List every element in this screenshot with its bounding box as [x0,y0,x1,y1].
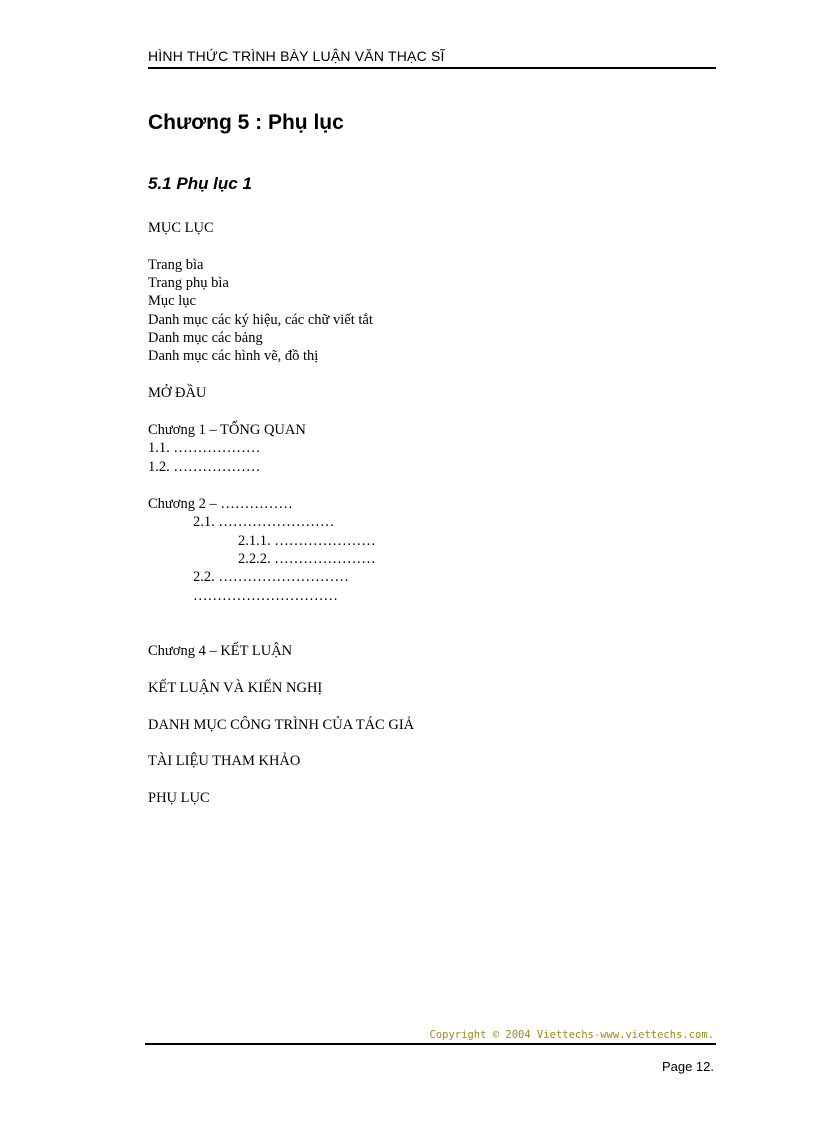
toc-item-figures: Danh mục các hình vẽ, đồ thị [148,348,319,364]
toc-item-2-2-2: 2.2.2. ………………… [238,551,376,567]
page-number: Page 12. [661,1059,714,1074]
toc-intro: MỞ ĐẦU [148,385,207,401]
section-title: 5.1 Phụ lục 1 [148,174,252,193]
toc-item-2-1-1: 2.1.1. ………………… [238,533,376,549]
header-rule [148,67,716,69]
toc-chapter-1: Chương 1 – TỔNG QUAN [148,422,306,438]
toc-item-2-2: 2.2. ……………………… [193,569,349,585]
toc-item-1-2: 1.2. ……………… [148,459,261,475]
toc-conclusion: KẾT LUẬN VÀ KIẾN NGHỊ [148,680,323,696]
toc-item-ellipsis: ………………………… [193,588,338,604]
toc-item-contents: Mục lục [148,293,196,309]
toc-item-sub-cover: Trang phụ bìa [148,275,229,291]
running-header: HÌNH THỨC TRÌNH BÀY LUẬN VĂN THẠC SĨ [148,48,445,64]
footer-copyright: Copyright © 2004 Viettechs-www.viettechs.com. [429,1029,714,1041]
footer-rule [145,1043,716,1045]
toc-appendix: PHỤ LỤC [148,790,210,806]
toc-publications: DANH MỤC CÔNG TRÌNH CỦA TÁC GIẢ [148,717,415,733]
toc-item-tables: Danh mục các bảng [148,330,263,346]
chapter-title: Chương 5 : Phụ lục [148,111,344,134]
toc-item-cover: Trang bìa [148,257,204,273]
toc-chapter-2: Chương 2 – …………… [148,496,293,512]
toc-item-2-1: 2.1. …………………… [193,514,335,530]
toc-references: TÀI LIỆU THAM KHẢO [148,753,301,769]
toc-heading: MỤC LỤC [148,220,214,236]
toc-item-abbreviations: Danh mục các ký hiệu, các chữ viết tắt [148,312,373,328]
toc-chapter-4: Chương 4 – KẾT LUẬN [148,643,293,659]
toc-item-1-1: 1.1. ……………… [148,440,261,456]
